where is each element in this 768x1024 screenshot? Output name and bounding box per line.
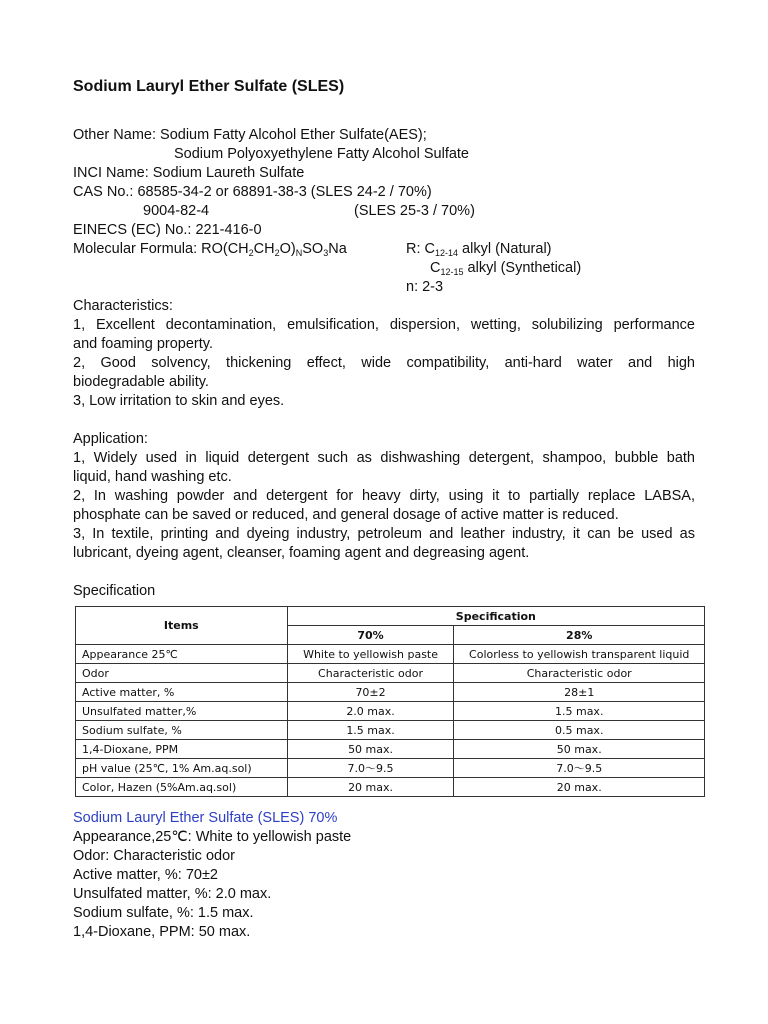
sles70-odor: Odor: Characteristic odor <box>73 848 235 864</box>
table-cell-70: 50 max. <box>287 740 454 759</box>
cas-number-line-1: CAS No.: 68585-34-2 or 68891-38-3 (SLES 24-2 / 70%) <box>73 184 432 200</box>
header-28-percent: 28% <box>454 626 705 645</box>
r-group-natural <box>406 240 552 259</box>
table-cell-70: White to yellowish paste <box>287 645 454 664</box>
application-3-line-2: lubricant, dyeing agent, cleanser, foaming agent and degreasing agent. <box>73 545 530 561</box>
table-cell-item: Appearance 25℃ <box>76 645 288 664</box>
formula-subscript: 3 <box>323 248 329 258</box>
formula-subscript: N <box>295 248 303 258</box>
table-row <box>76 759 705 778</box>
table-row <box>76 740 705 759</box>
application-1-line-2: liquid, hand washing etc. <box>73 469 232 485</box>
r-synthetical-text: alkyl (Synthetical) <box>463 260 582 276</box>
cas-number-line-2-note: (SLES 25-3 / 70%) <box>354 203 475 219</box>
molecular-formula <box>73 240 347 259</box>
formula-part: O) <box>279 241 296 257</box>
table-cell-item: Sodium sulfate, % <box>76 721 288 740</box>
table-cell-28: 28±1 <box>454 683 705 702</box>
table-cell-28: Colorless to yellowish transparent liquid <box>454 645 705 664</box>
sles70-heading: Sodium Lauryl Ether Sulfate (SLES) 70% <box>73 810 338 826</box>
table-cell-28: Characteristic odor <box>454 664 705 683</box>
r-subscript-synthetical: 12-15 <box>440 267 464 277</box>
table-cell-28: 1.5 max. <box>454 702 705 721</box>
table-cell-70: Characteristic odor <box>287 664 454 683</box>
header-70-percent: 70% <box>287 626 454 645</box>
other-name-value-1: Sodium Fatty Alcohol Ether Sulfate(AES); <box>160 127 427 143</box>
cas-number-line-2: 9004-82-4 <box>143 203 210 219</box>
table-cell-70: 7.0～9.5 <box>287 759 454 778</box>
header-items: Items <box>76 607 288 645</box>
application-heading: Application: <box>73 431 148 447</box>
table-cell-28: 7.0～9.5 <box>454 759 705 778</box>
r-prefix: R: C <box>406 241 435 257</box>
formula-subscript: 2 <box>248 248 254 258</box>
r-subscript-natural: 12-14 <box>435 248 459 258</box>
other-name-label: Other Name: <box>73 127 156 143</box>
einecs-number: EINECS (EC) No.: 221-416-0 <box>73 222 262 238</box>
r-group-synthetical <box>430 259 581 278</box>
formula-subscript: 2 <box>274 248 280 258</box>
formula-part: Na <box>328 241 347 257</box>
characteristic-2-line-1: 2, Good solvency, thickening effect, wide compatibility, anti-hard water and high <box>73 355 695 371</box>
formula-part: SO <box>302 241 324 257</box>
characteristic-1-line-1: 1, Excellent decontamination, emulsification, dispersion, wetting, solubilizing performance <box>73 317 695 333</box>
table-row <box>76 702 705 721</box>
application-2-line-1: 2, In washing powder and detergent for heavy dirty, using it to partially replace LABSA, <box>73 488 695 504</box>
table-row <box>76 683 705 702</box>
r2-prefix: C <box>430 260 441 276</box>
table-cell-70: 2.0 max. <box>287 702 454 721</box>
n-value: n: 2-3 <box>406 279 444 295</box>
application-1-line-1: 1, Widely used in liquid detergent such as dishwashing detergent, shampoo, bubble bath <box>73 450 695 466</box>
table-cell-item: pH value (25℃, 1% Am.aq.sol) <box>76 759 288 778</box>
sles70-appearance: Appearance,25℃: White to yellowish paste <box>73 829 352 845</box>
sles70-sodium-sulfate: Sodium sulfate, %: 1.5 max. <box>73 905 254 921</box>
formula-part: CH <box>253 241 275 257</box>
application-2-line-2: phosphate can be saved or reduced, and general dosage of active matter is reduced. <box>73 507 619 523</box>
table-cell-70: 70±2 <box>287 683 454 702</box>
table-cell-70: 20 max. <box>287 778 454 797</box>
other-name-line <box>73 126 427 145</box>
specification-table <box>75 606 705 797</box>
application-3-line-1: 3, In textile, printing and dyeing industry, petroleum and leather industry, it can be used as <box>73 526 695 542</box>
table-cell-28: 50 max. <box>454 740 705 759</box>
table-cell-item: Color, Hazen (5%Am.aq.sol) <box>76 778 288 797</box>
table-cell-item: 1,4-Dioxane, PPM <box>76 740 288 759</box>
table-header-row <box>76 607 705 626</box>
characteristic-1-line-2: and foaming property. <box>73 336 213 352</box>
specification-heading: Specification <box>73 583 156 599</box>
characteristics-heading: Characteristics: <box>73 298 173 314</box>
r-natural-text: alkyl (Natural) <box>458 241 552 257</box>
table-row <box>76 645 705 664</box>
sles70-unsulfated-matter: Unsulfated matter, %: 2.0 max. <box>73 886 272 902</box>
document-title: Sodium Lauryl Ether Sulfate (SLES) <box>73 78 345 95</box>
table-cell-item: Unsulfated matter,% <box>76 702 288 721</box>
table-cell-70: 1.5 max. <box>287 721 454 740</box>
table-cell-28: 20 max. <box>454 778 705 797</box>
table-cell-28: 0.5 max. <box>454 721 705 740</box>
header-specification: Specification <box>287 607 704 626</box>
sles70-dioxane: 1,4-Dioxane, PPM: 50 max. <box>73 924 251 940</box>
sles70-active-matter: Active matter, %: 70±2 <box>73 867 218 883</box>
other-name-value-2: Sodium Polyoxyethylene Fatty Alcohol Sulfate <box>174 146 469 162</box>
characteristic-2-line-2: biodegradable ability. <box>73 374 209 390</box>
table-row <box>76 721 705 740</box>
characteristic-3: 3, Low irritation to skin and eyes. <box>73 393 285 409</box>
table-row <box>76 664 705 683</box>
table-cell-item: Active matter, % <box>76 683 288 702</box>
inci-name: INCI Name: Sodium Laureth Sulfate <box>73 165 305 181</box>
table-cell-item: Odor <box>76 664 288 683</box>
formula-label: Molecular Formula: RO(CH <box>73 241 249 257</box>
table-row <box>76 778 705 797</box>
